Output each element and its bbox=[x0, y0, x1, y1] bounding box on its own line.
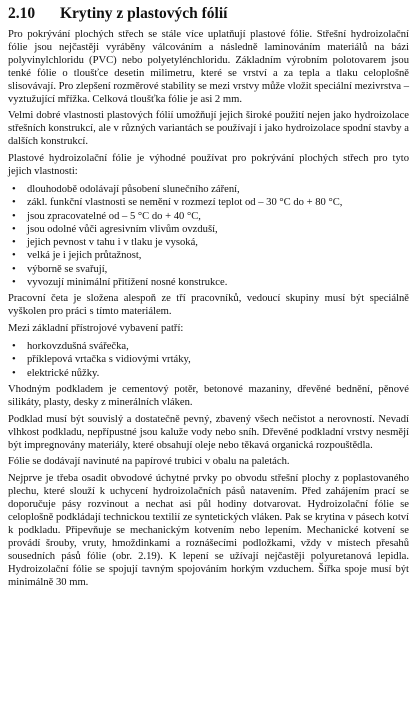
paragraph-equipment-intro: Mezi základní přístrojové vybavení patří: bbox=[8, 323, 184, 335]
list-item: • jejich pevnost v tahu i v tlaku je vysoká, bbox=[8, 236, 409, 249]
list-item: • velká je i jejich průtažnost, bbox=[8, 249, 409, 262]
list-item: • výborně se svařují, bbox=[8, 263, 409, 276]
paragraph-usage: Velmi dobré vlastnosti plastových fólií umožňují jejich široké použití nejen jako hydroizolace střešních konstrukcí, ale v různých variantách se používají i jako hydroizolace spodní stavby a dalších konstrukcí. bbox=[8, 110, 409, 148]
paragraph-intro: Pro pokrývání plochých střech se stále více uplatňují plastové fólie. Střešní hydroizolační fólie jsou nejčastěji vyráběny válcováním a následně laminováním materiálů na bázi polyvinylchloridu (PVC) nebo polyetylénchloridu. Základním výrobním polotovarem jsou tenké fólie o tloušťce desetin milimetru, které se vrství a za tepla a tlaku celoplošně slisovávají. Pro zlepšení rozměrové stability se mezi vrstvy může vložit speciální mezivrstva – vyztužující mřížka. Celková tloušťka fólie je asi 2 mm. bbox=[8, 29, 409, 105]
section-title: Krytiny z plastových fólií bbox=[60, 5, 228, 22]
paragraph-substrate: Vhodným podkladem je cementový potěr, betonové mazaniny, dřevěné bednění, pěnové silikáty, plasty, desky z minerálních vláken. bbox=[8, 383, 409, 408]
paragraph-properties-intro: Plastové hydroizolační fólie je výhodné používat pro pokrývání plochých střech pro tyto jejich vlastnosti: bbox=[8, 153, 409, 178]
list-item: • příklepová vrtačka s vidiovými vrtáky, bbox=[8, 353, 409, 366]
list-item: • dlouhodobě odolávají působení slunečního záření, bbox=[8, 183, 409, 196]
section-number: 2.10 bbox=[8, 5, 36, 22]
paragraph-crew: Pracovní četa je složena alespoň ze tří pracovníků, vedoucí skupiny musí být speciálně vyškolen pro práci s tímto materiálem. bbox=[8, 293, 409, 318]
properties-list bbox=[8, 183, 409, 289]
list-item: • jsou zpracovatelné od – 5 °C do + 40 °C, bbox=[8, 210, 409, 223]
section-heading bbox=[8, 4, 409, 23]
list-item: • vyvozují minimální přitížení nosné konstrukce. bbox=[8, 276, 409, 289]
equipment-list bbox=[8, 340, 409, 380]
list-item: • horkovzdušná svářečka, bbox=[8, 340, 409, 353]
list-item: • zákl. funkční vlastnosti se nemění v rozmezí teplot od – 30 °C do + 80 °C, bbox=[8, 196, 409, 209]
paragraph-substrate-requirements: Podklad musí být souvislý a dostatečně pevný, zbavený všech nečistot a nerovností. Nevadí vlhkost podkladu, nepřípustné jsou kaluže vody nebo sníh. Dřevěné podkladní vrstvy nesmějí být impregnovány materiály, které obsahují oleje nebo těkavá organická rozpouštědla. bbox=[8, 413, 409, 451]
paragraph-delivery: Fólie se dodávají navinuté na papírové trubici v obalu na paletách. bbox=[8, 456, 290, 468]
list-item: • elektrické nůžky. bbox=[8, 367, 409, 380]
list-item: • jsou odolné vůči agresivním vlivům ovzduší, bbox=[8, 223, 409, 236]
paragraph-installation: Nejprve je třeba osadit obvodové úchytné prvky po obvodu střešní plochy z poplastovaného plechu, které slouží k uchycení hydroizolačních pásů natavením. Před zahájením prací se doporučuje pásy rozvinout a nechat asi půl hodiny dotvarovat. Hydroizolační fólie se celoplošně podkládají technickou textilií ze syntetických vláken. Pak se krytina v pásech kotví k podkladu. Připevňuje se mechanickým kotvením nebo lepením. Mechanické kotvení se provádí šrouby, vruty, hmoždinkami a roznášecími podložkami, vždy v místech přesahů sousedních pásů fólie (obr. 2.19). K lepení se užívají nejčastěji polyuretanová lepidla. Hydroizolační fólie se spojují tavným spojováním horkým vzduchem. Šířka spoje musí být minimálně 30 mm. bbox=[8, 473, 409, 588]
